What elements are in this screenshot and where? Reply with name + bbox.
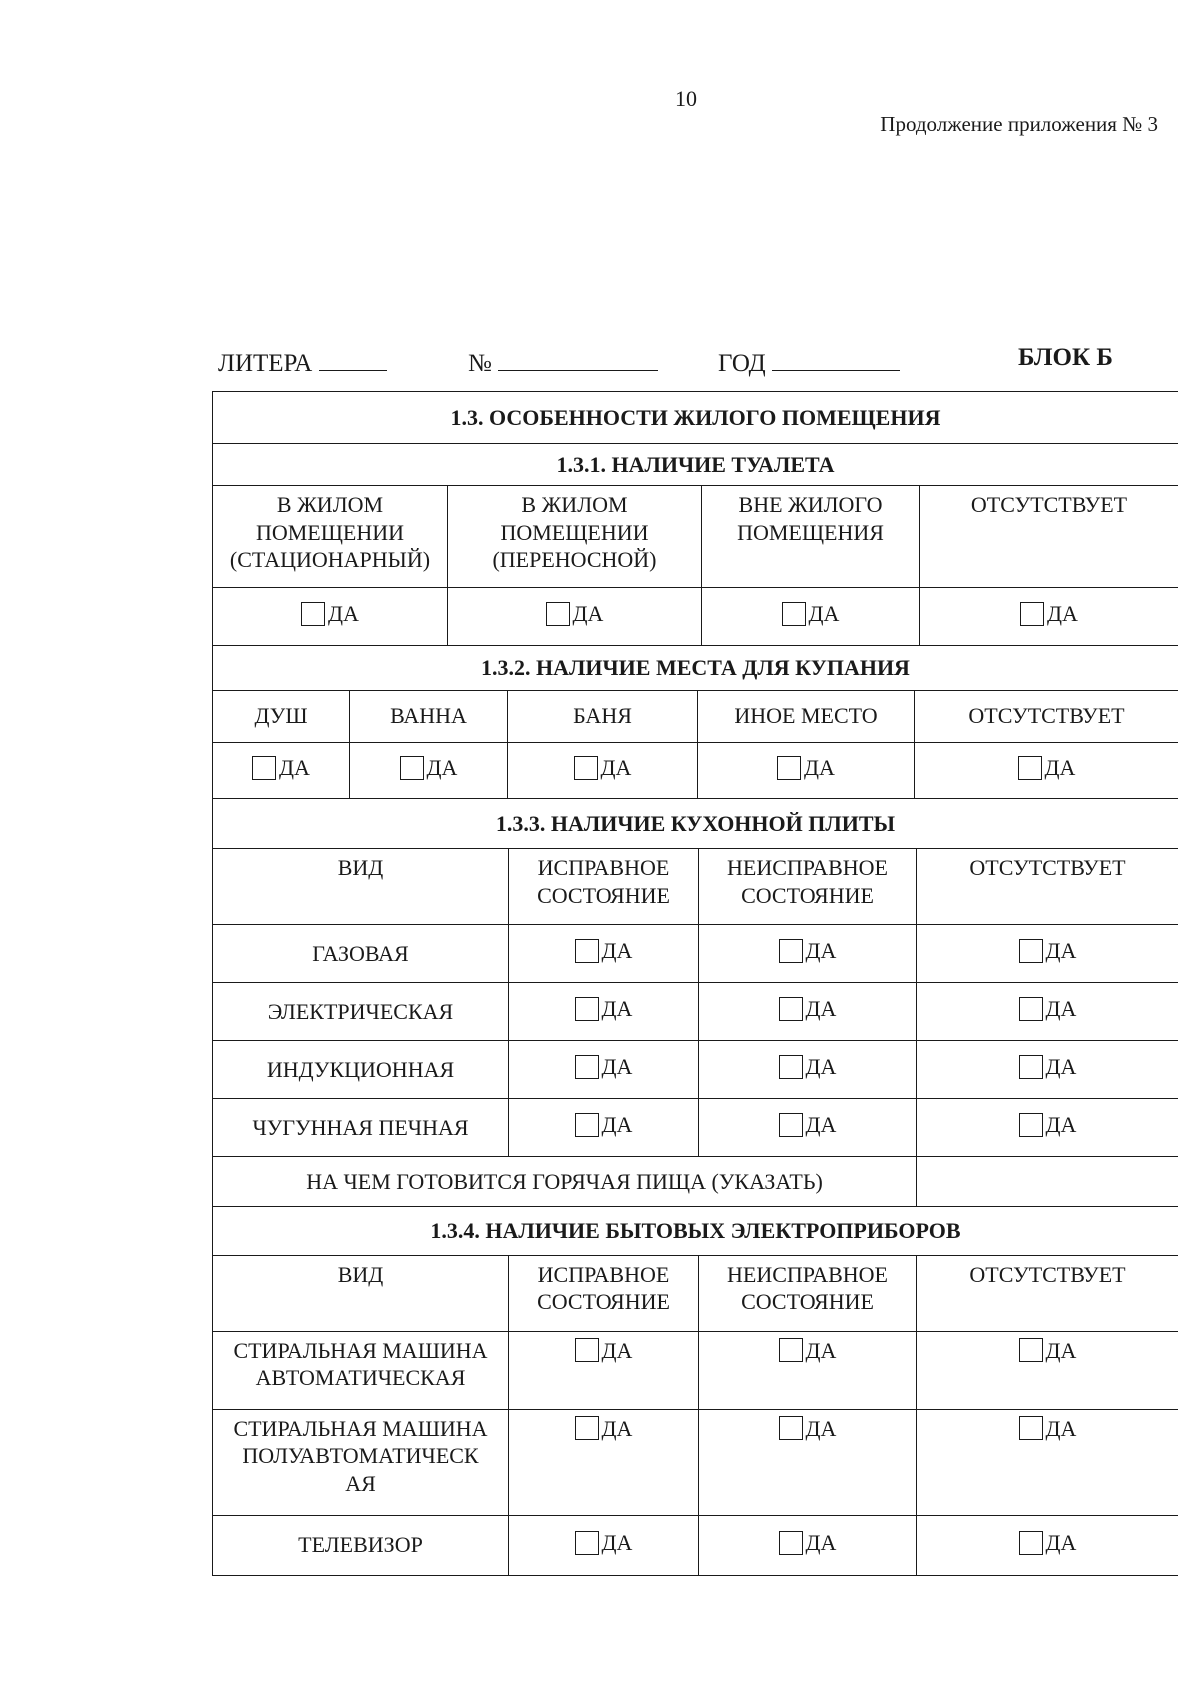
bathing-sauna-cell: [508, 742, 698, 798]
appendix-continuation: Продолжение приложения № 3: [880, 112, 1158, 136]
toilet-col-outside: ВНЕ ЖИЛОГО ПОМЕЩЕНИЯ: [702, 486, 920, 588]
checkbox-yes[interactable]: ДА: [1019, 1529, 1077, 1557]
checkbox-icon: [779, 1113, 803, 1137]
checkbox-yes[interactable]: ДА: [575, 937, 633, 965]
checkbox-icon: [1019, 997, 1043, 1021]
bathing-title: 1.3.2. НАЛИЧИЕ МЕСТА ДЛЯ КУПАНИЯ: [213, 646, 1179, 690]
table-row: [213, 983, 1179, 1041]
bathing-bath-cell: [350, 742, 508, 798]
stove-table: [212, 799, 1178, 1208]
checkbox-icon: [1019, 1416, 1043, 1440]
checkbox-yes[interactable]: ДА: [301, 600, 359, 628]
appliances-table: [212, 1207, 1178, 1576]
stove-row-label: ЭЛЕКТРИЧЕСКАЯ: [213, 983, 509, 1041]
checkbox-yes[interactable]: ДА: [1020, 600, 1078, 628]
checkbox-yes[interactable]: ДА: [546, 600, 604, 628]
checkbox-yes[interactable]: ДА: [252, 754, 310, 782]
page-number: 10: [675, 86, 697, 111]
checkbox-icon: [546, 602, 570, 626]
bathing-col-bath: ВАННА: [350, 690, 508, 742]
checkbox-yes[interactable]: ДА: [575, 1337, 633, 1365]
checkbox-yes[interactable]: ДА: [1019, 995, 1077, 1023]
checkbox-yes[interactable]: ДА: [779, 1337, 837, 1365]
checkbox-yes[interactable]: ДА: [1018, 754, 1076, 782]
table-row: [213, 1099, 1179, 1157]
checkbox-yes[interactable]: ДА: [779, 1415, 837, 1443]
checkbox-yes[interactable]: ДА: [779, 1529, 837, 1557]
checkbox-icon: [575, 997, 599, 1021]
appliance-row-label: ТЕЛЕВИЗОР: [213, 1515, 509, 1575]
checkbox-yes[interactable]: ДА: [575, 1529, 633, 1557]
appliances-title: 1.3.4. НАЛИЧИЕ БЫТОВЫХ ЭЛЕКТРОПРИБОРОВ: [213, 1207, 1179, 1255]
toilet-col-portable: В ЖИЛОМ ПОМЕЩЕНИИ (ПЕРЕНОСНОЙ): [448, 486, 702, 588]
appliances-col-broken: НЕИСПРАВНОЕ СОСТОЯНИЕ: [699, 1255, 917, 1331]
form-header: [218, 344, 1178, 384]
checkbox-icon: [301, 602, 325, 626]
checkbox-yes[interactable]: ДА: [779, 1111, 837, 1139]
table-row: [213, 925, 1179, 983]
bathing-col-other: ИНОЕ МЕСТО: [698, 690, 915, 742]
table-row: [213, 1041, 1179, 1099]
checkbox-icon: [779, 1055, 803, 1079]
appliances-col-working: ИСПРАВНОЕ СОСТОЯНИЕ: [509, 1255, 699, 1331]
year-label: ГОД: [718, 350, 766, 377]
stove-col-broken: НЕИСПРАВНОЕ СОСТОЯНИЕ: [699, 849, 917, 925]
housing-features-form: [212, 391, 1178, 1576]
stove-row-label: ГАЗОВАЯ: [213, 925, 509, 983]
table-row: [213, 1331, 1179, 1409]
appliances-col-absent: ОТСУТСТВУЕТ: [917, 1255, 1179, 1331]
bathing-col-shower: ДУШ: [213, 690, 350, 742]
litera-blank[interactable]: [319, 344, 387, 371]
checkbox-icon: [779, 939, 803, 963]
checkbox-icon: [1019, 1113, 1043, 1137]
toilet-portable-cell: [448, 588, 702, 646]
appliance-row-label: СТИРАЛЬНАЯ МАШИНА АВТОМАТИЧЕСКАЯ: [213, 1331, 509, 1409]
checkbox-icon: [575, 1055, 599, 1079]
checkbox-yes[interactable]: ДА: [1019, 1111, 1077, 1139]
checkbox-icon: [777, 756, 801, 780]
checkbox-icon: [574, 756, 598, 780]
number-label: №: [468, 350, 492, 377]
appliance-row-label: СТИРАЛЬНАЯ МАШИНА ПОЛУАВТОМАТИЧЕСК АЯ: [213, 1409, 509, 1515]
checkbox-yes[interactable]: ДА: [1019, 1337, 1077, 1365]
toilet-absent-cell: [920, 588, 1179, 646]
table-row: [213, 1515, 1179, 1575]
toilet-col-absent: ОТСУТСТВУЕТ: [920, 486, 1179, 588]
checkbox-icon: [1019, 1338, 1043, 1362]
checkbox-yes[interactable]: ДА: [575, 1053, 633, 1081]
toilet-title: 1.3.1. НАЛИЧИЕ ТУАЛЕТА: [213, 444, 1179, 486]
checkbox-yes[interactable]: ДА: [1019, 937, 1077, 965]
stove-col-working: ИСПРАВНОЕ СОСТОЯНИЕ: [509, 849, 699, 925]
checkbox-icon: [575, 939, 599, 963]
checkbox-yes[interactable]: ДА: [574, 754, 632, 782]
checkbox-icon: [1018, 756, 1042, 780]
checkbox-yes[interactable]: ДА: [575, 1415, 633, 1443]
year-field: [718, 344, 900, 378]
checkbox-icon: [1020, 602, 1044, 626]
checkbox-yes[interactable]: ДА: [1019, 1415, 1077, 1443]
checkbox-yes[interactable]: ДА: [779, 1053, 837, 1081]
stove-row-label: ИНДУКЦИОННАЯ: [213, 1041, 509, 1099]
stove-col-absent: ОТСУТСТВУЕТ: [917, 849, 1179, 925]
bathing-absent-cell: [915, 742, 1179, 798]
number-blank[interactable]: [498, 344, 658, 371]
toilet-outside-cell: [702, 588, 920, 646]
checkbox-icon: [779, 1338, 803, 1362]
toilet-table: [212, 391, 1178, 646]
bathing-col-sauna: БАНЯ: [508, 690, 698, 742]
block-label: БЛОК Б: [1018, 344, 1113, 371]
checkbox-icon: [1019, 939, 1043, 963]
checkbox-icon: [400, 756, 424, 780]
table-row: [213, 1409, 1179, 1515]
checkbox-icon: [575, 1416, 599, 1440]
bathing-shower-cell: [213, 742, 350, 798]
bathing-table: [212, 646, 1178, 799]
checkbox-yes[interactable]: ДА: [575, 995, 633, 1023]
checkbox-icon: [782, 602, 806, 626]
checkbox-yes[interactable]: ДА: [779, 995, 837, 1023]
toilet-stationary-cell: [213, 588, 448, 646]
litera-field: [218, 344, 387, 378]
appliances-col-type: ВИД: [213, 1255, 509, 1331]
toilet-col-stationary: В ЖИЛОМ ПОМЕЩЕНИИ (СТАЦИОНАРНЫЙ): [213, 486, 448, 588]
checkbox-icon: [252, 756, 276, 780]
checkbox-icon: [1019, 1055, 1043, 1079]
checkbox-yes[interactable]: ДА: [782, 600, 840, 628]
checkbox-yes[interactable]: ДА: [400, 754, 458, 782]
section-main-title: 1.3. ОСОБЕННОСТИ ЖИЛОГО ПОМЕЩЕНИЯ: [213, 392, 1179, 444]
checkbox-icon: [575, 1531, 599, 1555]
checkbox-yes[interactable]: ДА: [1019, 1053, 1077, 1081]
year-blank[interactable]: [772, 344, 900, 371]
checkbox-yes[interactable]: ДА: [779, 937, 837, 965]
litera-label: ЛИТЕРА: [218, 350, 313, 377]
bathing-col-absent: ОТСУТСТВУЕТ: [915, 690, 1179, 742]
stove-col-type: ВИД: [213, 849, 509, 925]
hot-food-label: НА ЧЕМ ГОТОВИТСЯ ГОРЯЧАЯ ПИЩА (УКАЗАТЬ): [213, 1157, 917, 1207]
checkbox-yes[interactable]: ДА: [575, 1111, 633, 1139]
hot-food-input[interactable]: [917, 1157, 1179, 1207]
checkbox-icon: [779, 1531, 803, 1555]
checkbox-yes[interactable]: ДА: [777, 754, 835, 782]
stove-row-label: ЧУГУННАЯ ПЕЧНАЯ: [213, 1099, 509, 1157]
checkbox-icon: [575, 1338, 599, 1362]
checkbox-icon: [779, 997, 803, 1021]
checkbox-icon: [575, 1113, 599, 1137]
stove-title: 1.3.3. НАЛИЧИЕ КУХОННОЙ ПЛИТЫ: [213, 799, 1179, 849]
bathing-other-cell: [698, 742, 915, 798]
checkbox-icon: [779, 1416, 803, 1440]
checkbox-icon: [1019, 1531, 1043, 1555]
number-field: [468, 344, 658, 378]
